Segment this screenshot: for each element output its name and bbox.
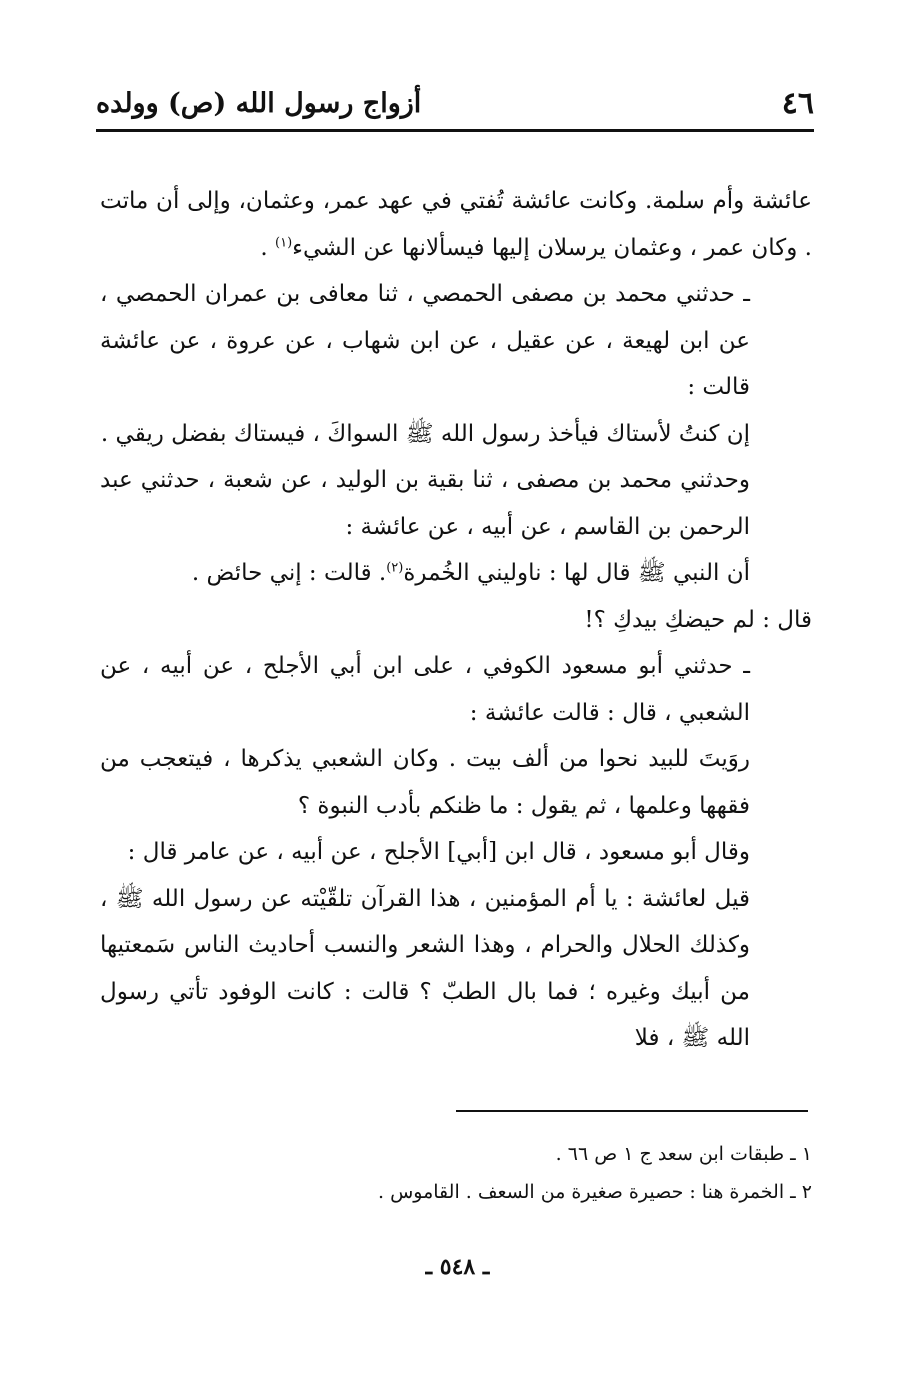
paragraph-text: وقال أبو مسعود ، قال ابن [أبي] الأجلح ، عن أبيه ، عن عامر قال : [127, 839, 750, 865]
header-divider [96, 129, 814, 132]
paragraph-tail: . [260, 234, 276, 261]
page-number-footer: ـ ٥٤٨ ـ [425, 1254, 490, 1280]
paragraph-text: روَيتَ للبيد نحوا من ألف بيت . وكان الشعبي يذكرها ، فيتعجب من فقهها وعلمها ، ثم يقول : ما ظنكم بأدب النبوة ؟ [100, 746, 750, 819]
paragraph-text: ـ حدثني أبو مسعود الكوفي ، على ابن أبي الأجلح ، عن أبيه ، عن الشعبي ، قال : قالت عائشة : [100, 653, 750, 726]
paragraph-tail: . قالت : إني حائض . [191, 560, 387, 586]
page-header [96, 84, 814, 128]
paragraph-text: إن كنتُ لأستاك فيأخذ رسول الله ﷺ السواكَ ، فيستاك بفضل ريقي . [100, 420, 750, 447]
paragraph-text: وحدثني محمد بن مصفى ، ثنا بقية بن الوليد ، عن شعبة ، حدثني عبد الرحمن بن القاسم ، عن أبيه ، عن عائشة : [100, 467, 750, 540]
footnote-ref-2: (٢) [386, 560, 404, 576]
paragraph-text: ـ حدثني محمد بن مصفى الحمصي ، ثنا معافى بن عمران الحمصي ، عن ابن لهيعة ، عن عقيل ، عن ابن شهاب ، عن عروة ، عن عائشة قالت : [100, 281, 750, 400]
paragraph-1 [100, 178, 812, 271]
paragraph-text: عائشة وأم سلمة. وكانت عائشة تُفتي في عهد عمر، وعثمان، وإلى أن ماتت . وكان عمر ، وعثمان يرسلان إليها فيسألانها عن الشيء [100, 188, 812, 261]
paragraph-8 [100, 736, 812, 829]
main-text [100, 178, 812, 1062]
footnote-ref-1: (١) [275, 234, 293, 250]
paragraph-5 [100, 550, 812, 597]
footnote-divider [456, 1110, 808, 1112]
paragraph-text: قال : لم حيضكِ بيدكِ ؟! [584, 606, 812, 633]
header-page-number: ٤٦ [781, 86, 814, 121]
paragraph-7 [100, 643, 812, 736]
paragraph-9 [100, 829, 812, 876]
paragraph-2 [100, 271, 812, 411]
footnote-1: ١ ـ طبقات ابن سعد ج ١ ص ٦٦ . [555, 1143, 812, 1165]
paragraph-4 [100, 457, 812, 550]
footnote-2: ٢ ـ الخمرة هنا : حصيرة صغيرة من السعف . القاموس . [377, 1181, 812, 1203]
paragraph-text: أن النبي ﷺ قال لها : ناوليني الخُمرة [403, 560, 750, 586]
paragraph-3 [100, 411, 812, 458]
header-title: أزواج رسول الله (ص) وولده [96, 88, 422, 119]
paragraph-text: قيل لعائشة : يا أم المؤمنين ، هذا القرآن تلقّيْته عن رسول الله ﷺ ، وكذلك الحلال والحرام ، وهذا الشعر والنسب أحاديث الناس سَمعتيها من أبيك وغيره ؛ فما بال الطبّ ؟ قالت : كانت الوفود تأتي رسول الله ﷺ ، فلا [100, 885, 750, 1051]
paragraph-6 [100, 597, 812, 644]
footnotes [212, 1135, 812, 1211]
paragraph-10 [100, 876, 812, 1062]
